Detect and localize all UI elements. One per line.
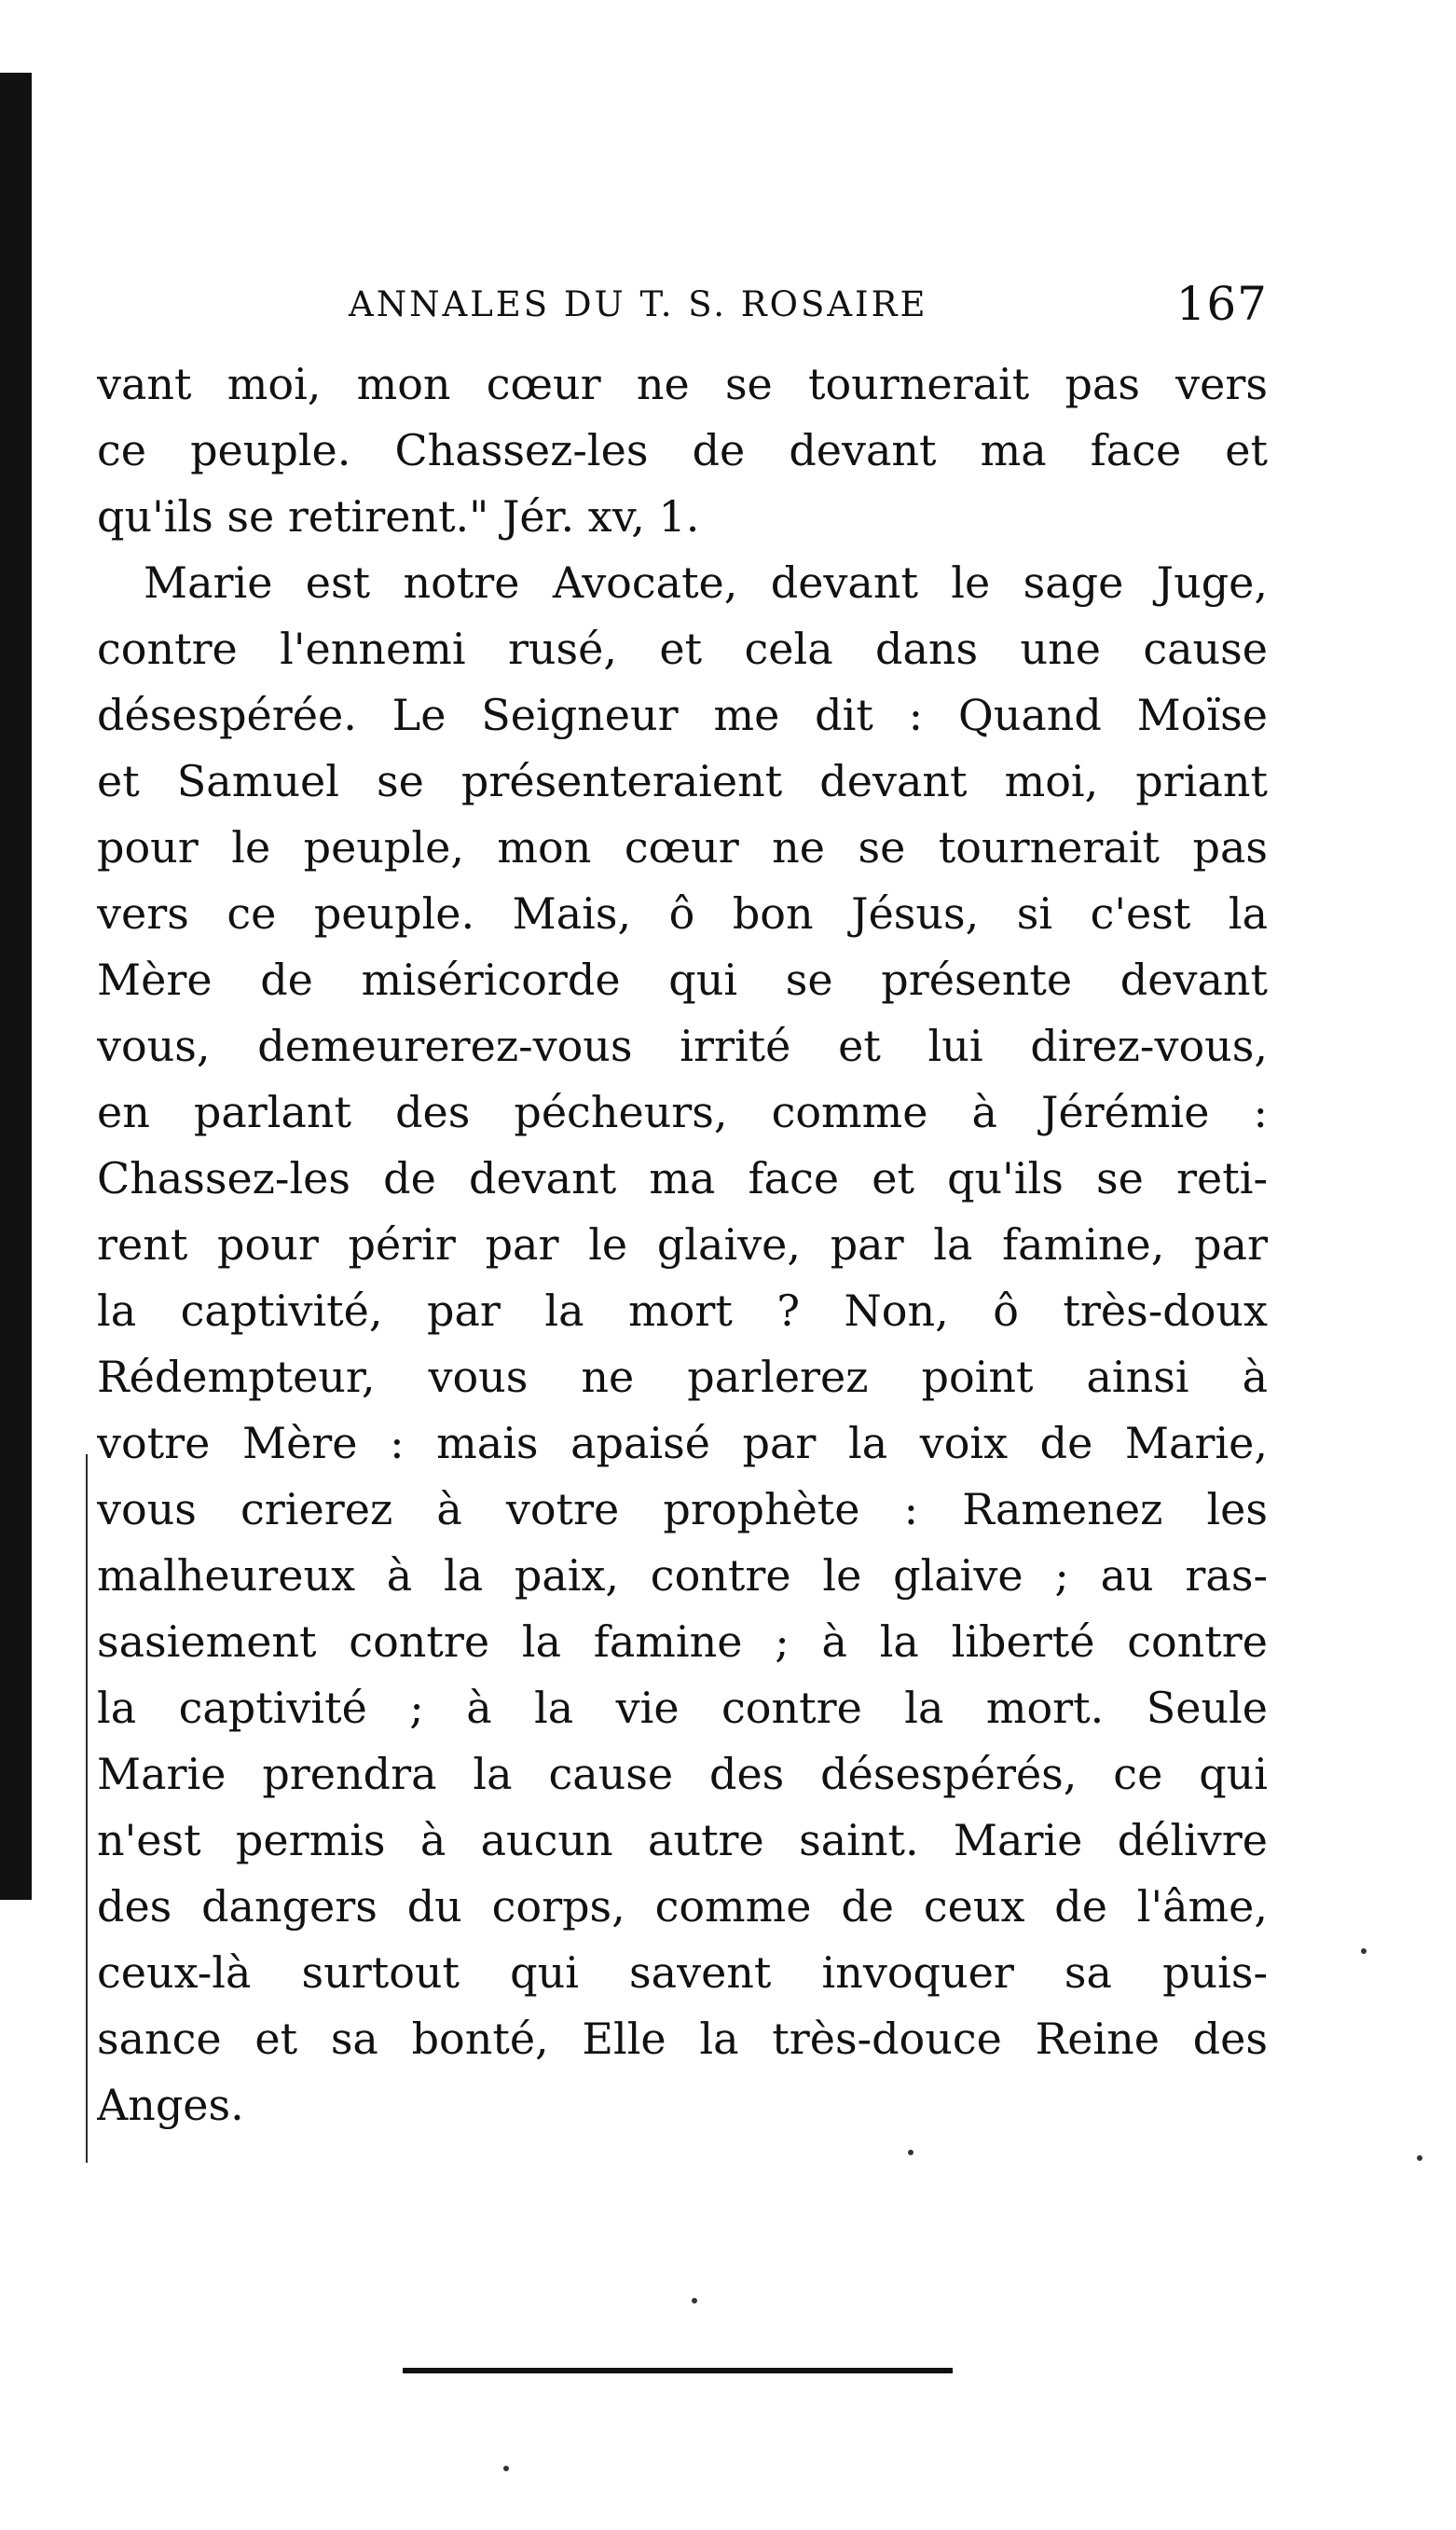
end-rule	[403, 2368, 953, 2373]
text-line: pour le peuple, mon cœur ne se tournerait pas	[97, 822, 1268, 873]
scan-speck	[1417, 2155, 1422, 2161]
text-line: vers ce peuple. Mais, ô bon Jésus, si c'est la	[97, 888, 1268, 939]
text-line: votre Mère : mais apaisé par la voix de Marie,	[97, 1418, 1268, 1468]
text-line: vous crierez à votre prophète : Ramenez les	[97, 1484, 1268, 1534]
text-line: qu'ils se retirent." Jér. xv, 1.	[97, 491, 700, 542]
scan-speck	[1361, 1948, 1367, 1954]
text-line: Anges.	[97, 2080, 244, 2130]
text-line: ceux-là surtout qui savent invoquer sa puis-	[97, 1947, 1268, 1998]
scan-speck	[503, 2466, 509, 2471]
scan-edge-shadow	[0, 73, 32, 1900]
text-line: sance et sa bonté, Elle la très-douce Reine des	[97, 2014, 1268, 2064]
text-line: sasiement contre la famine ; à la liberté contre	[97, 1616, 1268, 1667]
text-line: contre l'ennemi rusé, et cela dans une cause	[97, 624, 1268, 674]
text-line: rent pour périr par le glaive, par la famine, par	[97, 1219, 1268, 1270]
text-line: la captivité ; à la vie contre la mort. Seule	[97, 1683, 1268, 1733]
text-line: malheureux à la paix, contre le glaive ; au ras-	[97, 1550, 1268, 1601]
text-line: Marie prendra la cause des désespérés, ce qui	[97, 1749, 1268, 1799]
running-title: ANNALES DU T. S. ROSAIRE	[349, 284, 928, 324]
scan-speck	[908, 2150, 913, 2155]
book-page	[97, 266, 1268, 2138]
paragraph-first-line: Marie est notre Avocate, devant le sage Juge,	[144, 557, 1268, 608]
text-line: des dangers du corps, comme de ceux de l'âme,	[97, 1881, 1268, 1932]
text-line: Chassez-les de devant ma face et qu'ils se reti-	[97, 1153, 1268, 1203]
text-line: Mère de miséricorde qui se présente devant	[97, 955, 1268, 1005]
scan-speck	[692, 2298, 697, 2303]
text-line: et Samuel se présenteraient devant moi, priant	[97, 756, 1268, 806]
text-line: vant moi, mon cœur ne se tournerait pas vers	[97, 359, 1268, 409]
text-line: ce peuple. Chassez-les de devant ma face et	[97, 425, 1268, 475]
text-line: vous, demeurerez-vous irrité et lui direz-vous,	[97, 1021, 1268, 1071]
text-line: n'est permis à aucun autre saint. Marie délivre	[97, 1815, 1268, 1865]
scan-edge-line	[86, 1454, 88, 2163]
running-head	[97, 266, 1268, 350]
text-line: Rédempteur, vous ne parlerez point ainsi à	[97, 1352, 1268, 1402]
page-number: 167	[1175, 277, 1268, 331]
text-line: en parlant des pécheurs, comme à Jérémie :	[97, 1087, 1268, 1137]
text-line: désespérée. Le Seigneur me dit : Quand Moïse	[97, 690, 1268, 740]
text-line: la captivité, par la mort ? Non, ô très-doux	[97, 1286, 1268, 1336]
body-text	[97, 351, 1268, 2138]
